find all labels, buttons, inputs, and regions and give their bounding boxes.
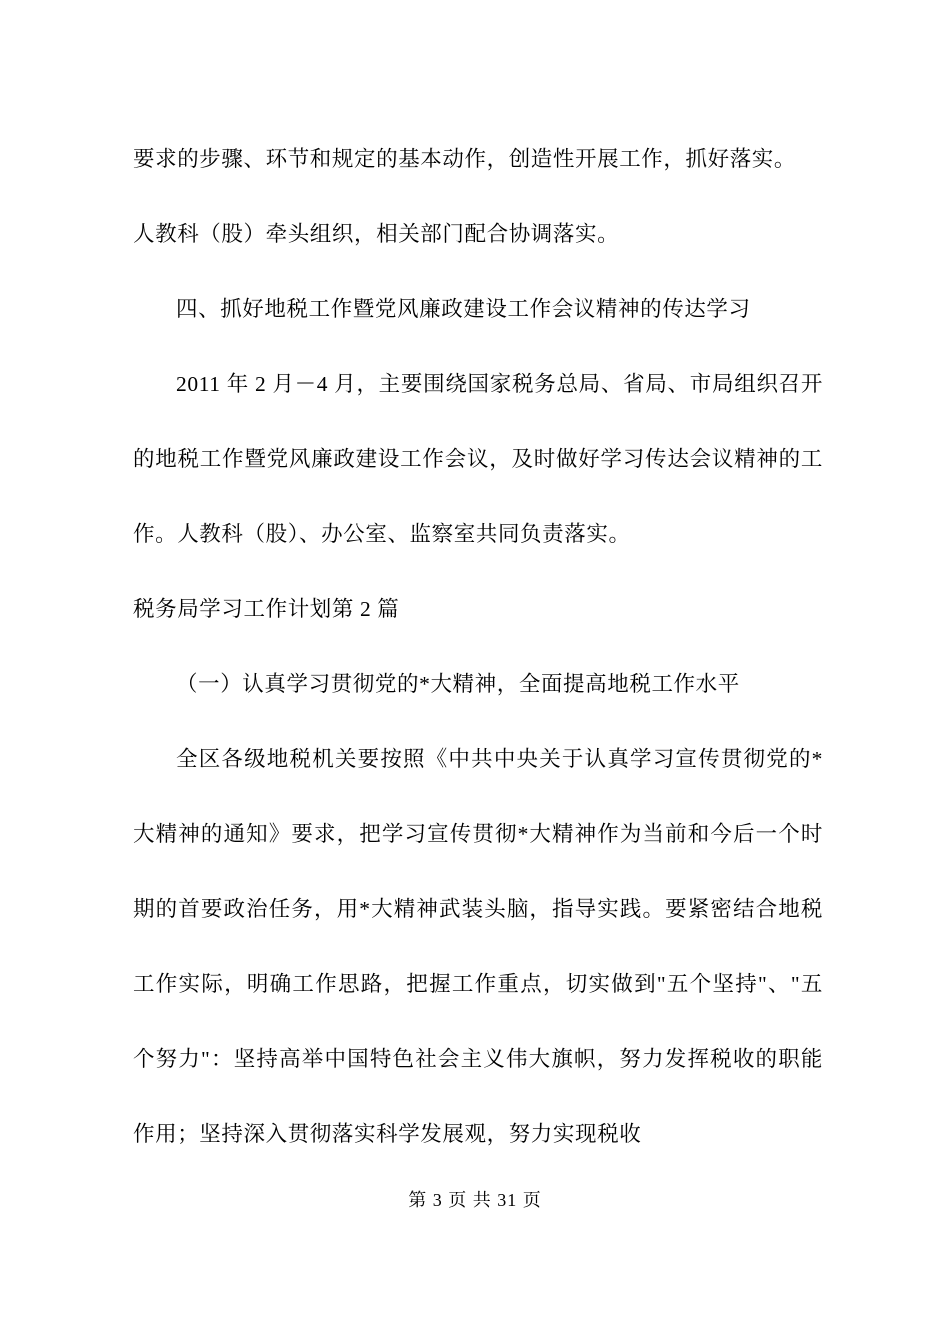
page-footer: 第 3 页 共 31 页 — [408, 1190, 542, 1210]
document-body — [133, 122, 823, 1172]
section-heading-four: 四、抓好地税工作暨党风廉政建设工作会议精神的传达学习 — [176, 297, 751, 321]
paragraph: 2011 年 2 月－4 月，主要围绕国家税务总局、省局、市局组织召开的地税工作暨党风廉政建设工作会议，及时做好学习传达会议精神的工作。人教科（股）、办公室、监察室共同负责落实。 — [133, 372, 823, 546]
section-heading-one: （一）认真学习贯彻党的*大精神，全面提高地税工作水平 — [176, 672, 740, 696]
subtitle-plan-part-2: 税务局学习工作计划第 2 篇 — [133, 597, 400, 621]
paragraph: 全区各级地税机关要按照《中共中央关于认真学习宣传贯彻党的*大精神的通知》要求，把学习宣传贯彻*大精神作为当前和今后一个时期的首要政治任务，用*大精神武装头脑，指导实践。要紧密结合地税工作实际，明确工作思路，把握工作重点，切实做到"五个坚持"、"五个努力"：坚持高举中国特色社会主义伟大旗帜，努力发挥税收的职能作用；坚持深入贯彻落实科学发展观，努力实现税收 — [133, 747, 823, 1146]
paragraph: 人教科（股）牵头组织，相关部门配合协调落实。 — [133, 222, 620, 246]
paragraph: 要求的步骤、环节和规定的基本动作，创造性开展工作，抓好落实。 — [133, 147, 797, 171]
